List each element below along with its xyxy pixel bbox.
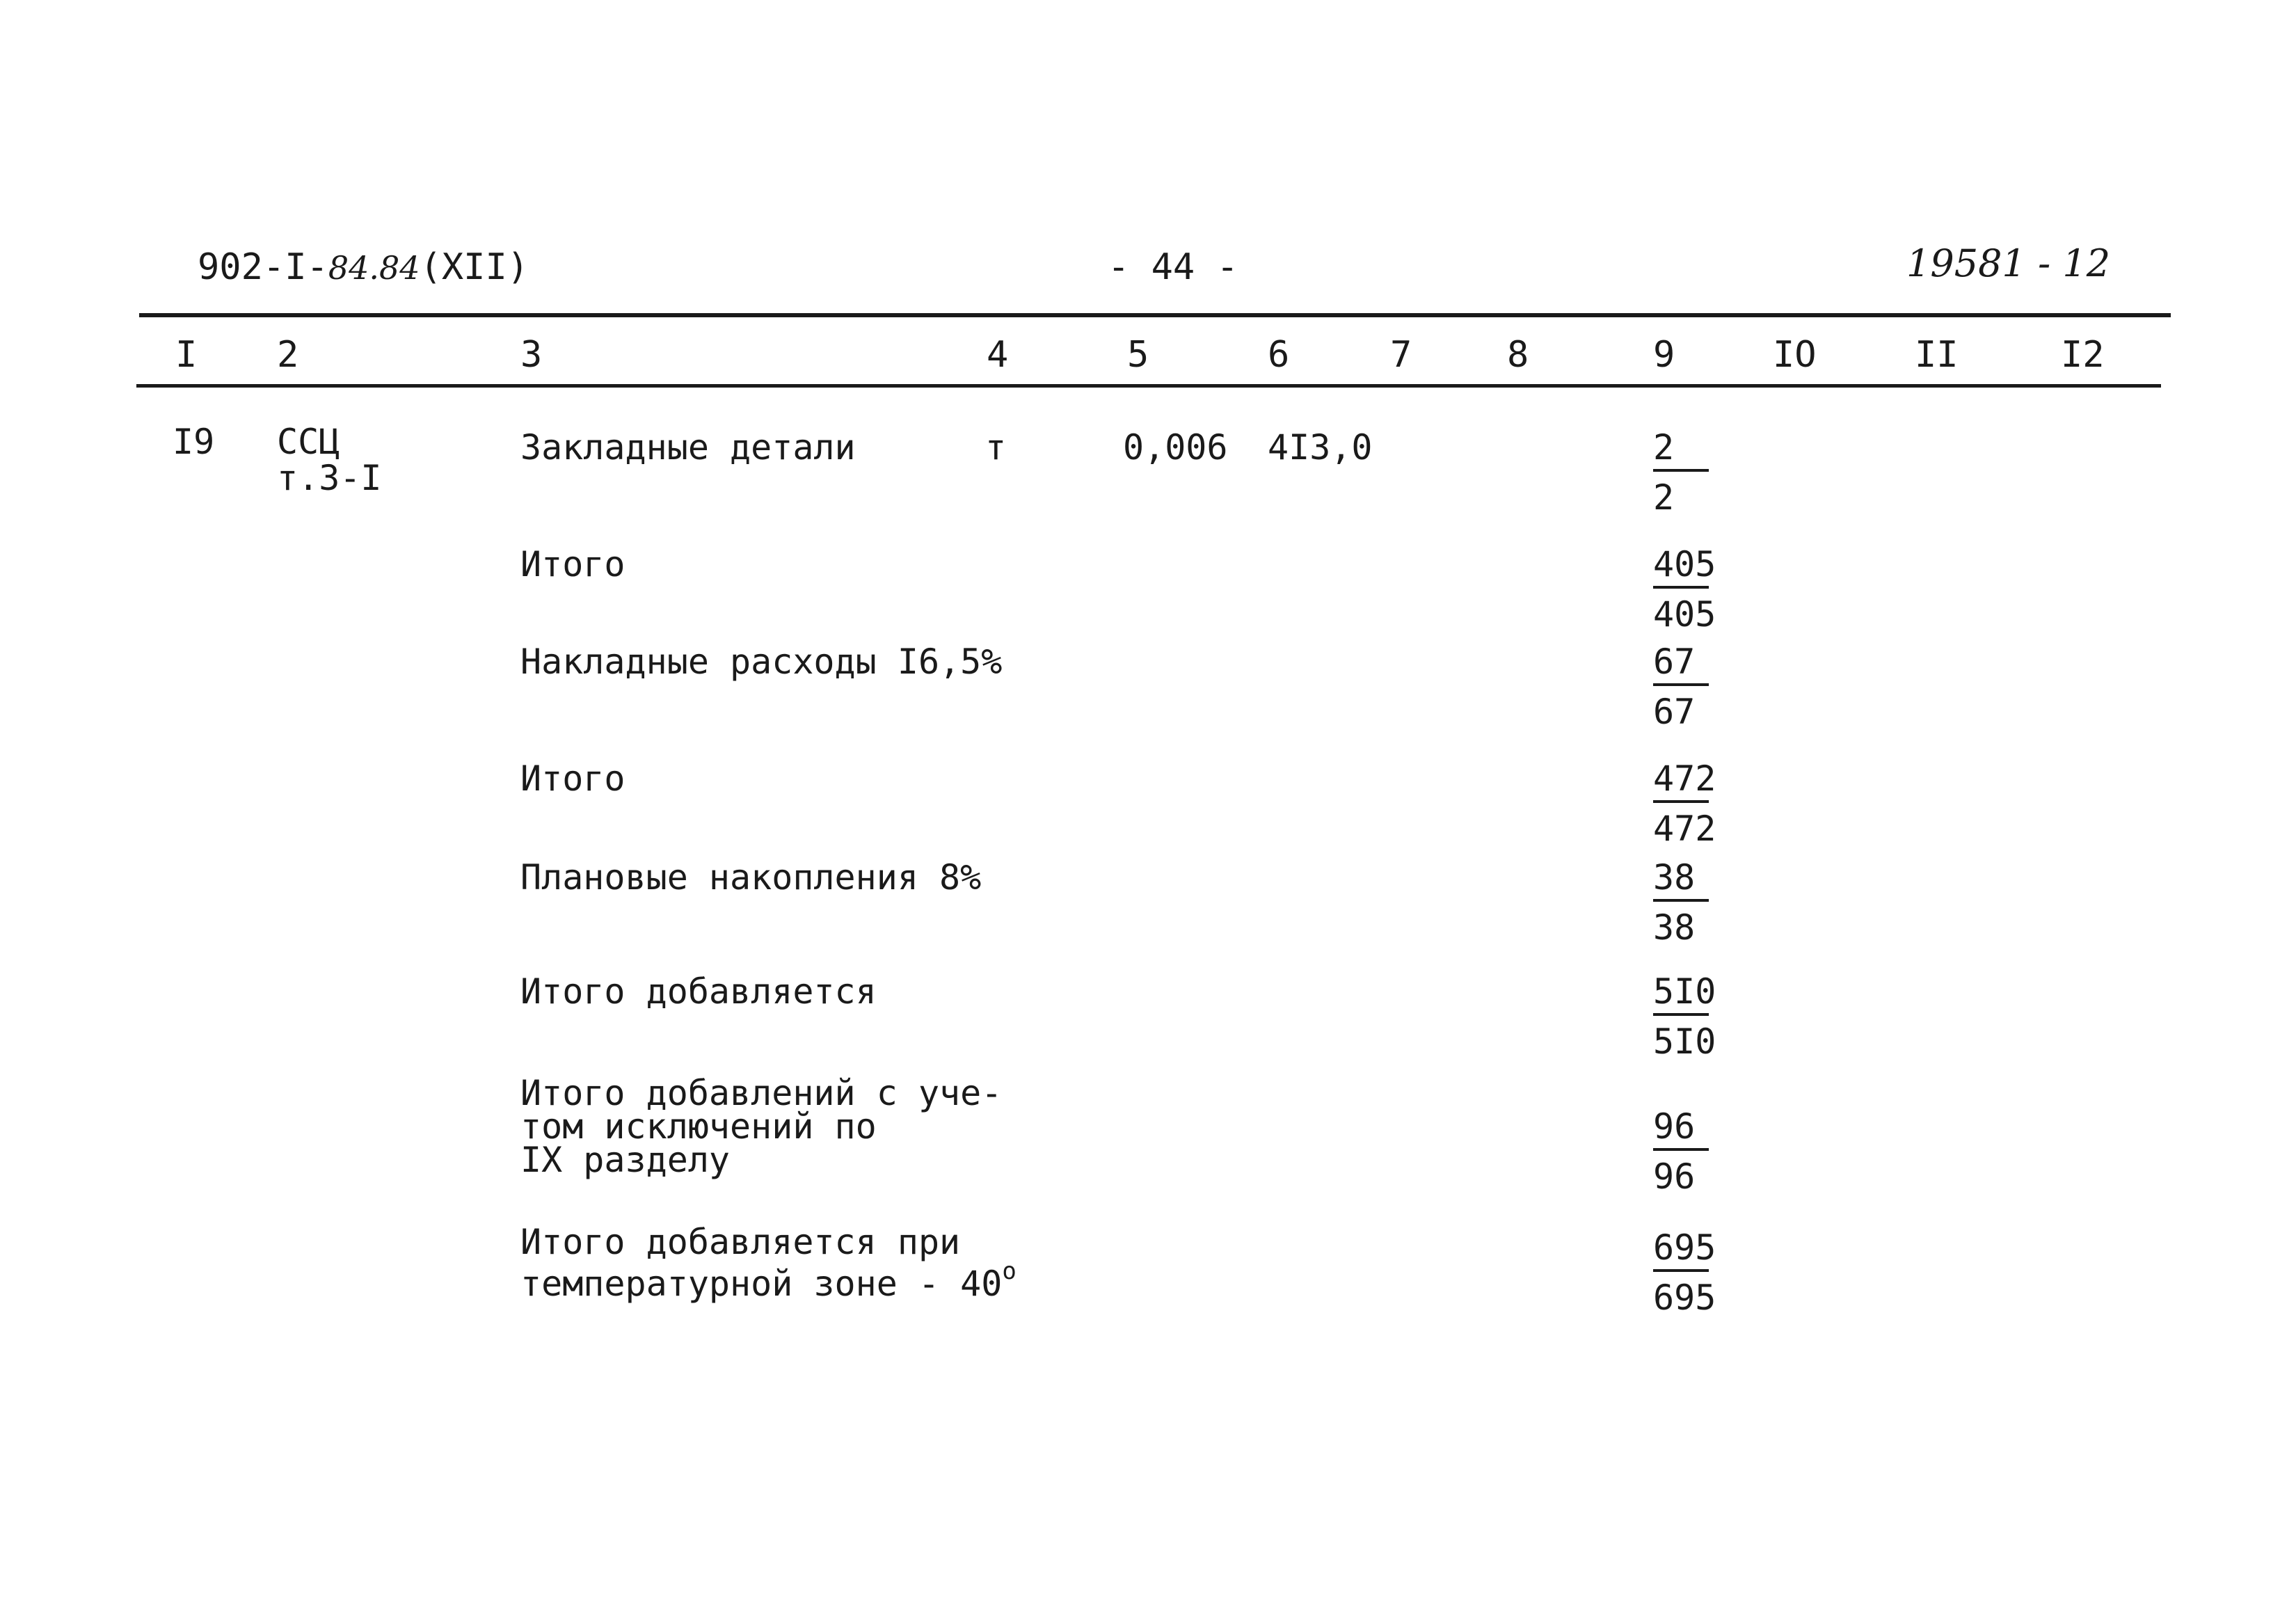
row-number: I9	[173, 422, 215, 462]
page-number: - 44 -	[1108, 246, 1238, 288]
column-header: 6	[1268, 334, 1290, 376]
degree-mark: о	[1002, 1257, 1017, 1285]
column-header: 3	[520, 334, 543, 376]
fraction-numerator: 38	[1653, 857, 1696, 898]
column-header: 5	[1127, 334, 1149, 376]
fraction-bar	[1653, 469, 1709, 472]
row-price: 4I3,0	[1268, 427, 1373, 468]
column-header: 8	[1507, 334, 1529, 376]
document-code-suffix: (XII)	[420, 246, 529, 288]
fraction-denominator: 5I0	[1653, 1021, 1716, 1062]
summary-fraction	[1653, 1227, 1720, 1318]
fraction-numerator: 67	[1653, 642, 1696, 682]
summary-fraction	[1653, 758, 1720, 849]
column-header: 4	[987, 334, 1009, 376]
table-top-rule	[139, 313, 2171, 317]
fraction-denominator: 2	[1653, 477, 1675, 518]
fraction-numerator: 405	[1653, 544, 1716, 584]
fraction-bar	[1653, 683, 1709, 686]
summary-label: Итого добавляется	[520, 971, 877, 1012]
row-quantity: 0,006	[1123, 427, 1228, 468]
fraction-denominator: 96	[1653, 1156, 1696, 1197]
row-total-fraction	[1653, 427, 1720, 518]
document-code-prefix: 902-I-	[198, 246, 328, 288]
document-code	[198, 246, 529, 288]
column-header: 7	[1390, 334, 1412, 376]
fraction-numerator: 695	[1653, 1227, 1716, 1268]
fraction-denominator: 695	[1653, 1277, 1716, 1318]
summary-label-line: Итого добавляется при	[520, 1222, 961, 1262]
column-header: I2	[2061, 334, 2105, 376]
summary-label: Плановые накопления 8%	[520, 857, 982, 898]
table-header-rule	[136, 384, 2161, 388]
summary-fraction	[1653, 1106, 1720, 1197]
fraction-bar	[1653, 1013, 1709, 1016]
summary-label-line: Итого добавлений с уче-	[520, 1073, 1003, 1113]
summary-label: Итого	[520, 758, 625, 799]
summary-label: Итого	[520, 544, 625, 584]
fraction-bar	[1653, 899, 1709, 902]
fraction-bar	[1653, 800, 1709, 803]
summary-fraction	[1653, 642, 1720, 732]
summary-fraction	[1653, 544, 1720, 635]
column-header: II	[1915, 334, 1959, 376]
fraction-denominator: 38	[1653, 907, 1696, 948]
fraction-denominator: 472	[1653, 809, 1716, 849]
summary-label-line	[520, 1257, 1017, 1304]
column-header: 2	[277, 334, 299, 376]
fraction-denominator: 405	[1653, 594, 1716, 635]
row-code-line1: ССЦ	[277, 422, 340, 462]
column-header: IO	[1773, 334, 1817, 376]
fraction-numerator: 96	[1653, 1106, 1696, 1147]
handwritten-stamp: 19581 - 12	[1906, 241, 2111, 285]
row-unit: т	[985, 427, 1007, 468]
fraction-numerator: 472	[1653, 758, 1716, 799]
row-name: Закладные детали	[520, 427, 856, 468]
column-header: I	[175, 334, 198, 376]
column-header: 9	[1653, 334, 1675, 376]
fraction-denominator: 67	[1653, 692, 1696, 732]
fraction-bar	[1653, 1269, 1709, 1272]
summary-label-text: температурной зоне - 40	[520, 1264, 1003, 1304]
summary-fraction	[1653, 971, 1720, 1062]
document-code-handwritten: 84.84	[328, 249, 420, 287]
summary-label-line: том исключений по	[520, 1106, 877, 1147]
fraction-bar	[1653, 1148, 1709, 1151]
row-code-line2: т.3-I	[277, 458, 382, 498]
summary-label-line: IX разделу	[520, 1140, 731, 1180]
summary-label: Накладные расходы I6,5%	[520, 642, 1003, 682]
fraction-numerator: 2	[1653, 427, 1675, 468]
fraction-bar	[1653, 586, 1709, 589]
fraction-numerator: 5I0	[1653, 971, 1716, 1012]
summary-fraction	[1653, 857, 1720, 948]
